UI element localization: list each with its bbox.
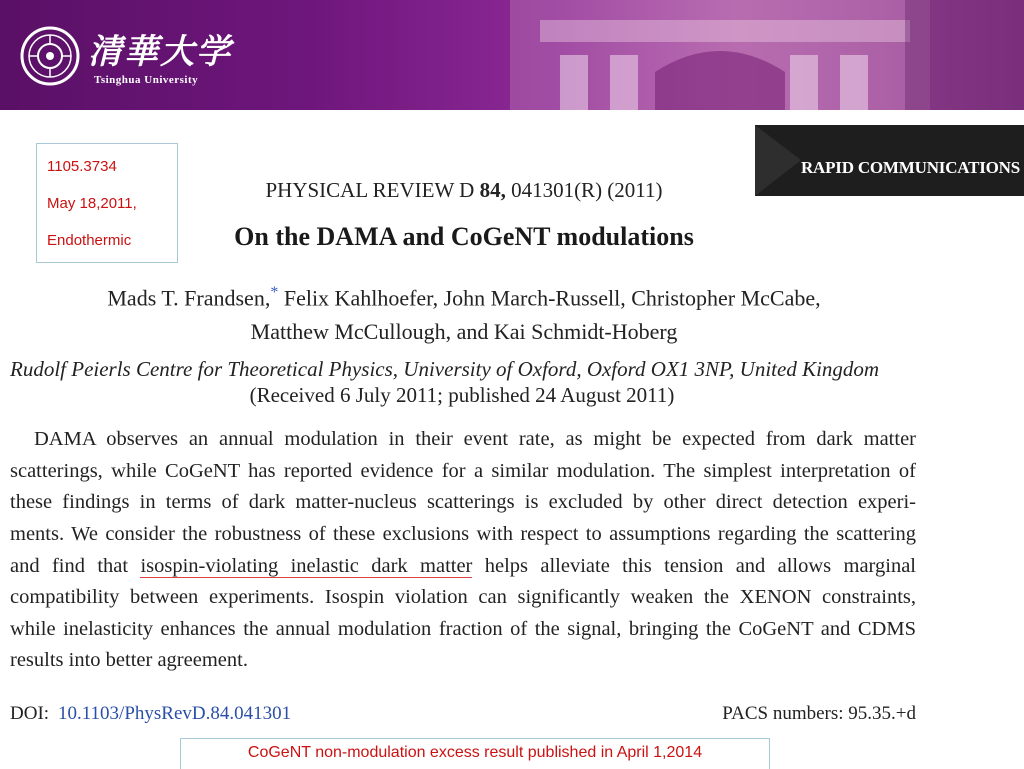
abstract-line: DAMA observes an annual modulation in their event rate, as might be expected from dark matter	[34, 428, 916, 450]
abstract-line: compatibility between experiments. Isospin violation can significantly weaken the XENON constraints,	[10, 586, 916, 608]
abstract-text: and find that	[10, 555, 129, 577]
received-dates: (Received 6 July 2011; published 24 August 2011)	[249, 383, 675, 407]
tsinghua-seal-logo	[20, 26, 80, 86]
journal-name: PHYSICAL REVIEW D	[265, 178, 475, 202]
paper-title: On the DAMA and CoGeNT modulations	[234, 222, 694, 251]
abstract-line	[10, 555, 916, 587]
journal-pages: 041301(R) (2011)	[511, 178, 663, 202]
logo-english-text: Tsinghua University	[94, 74, 199, 86]
doi-link[interactable]: 10.1103/PhysRevD.84.041301	[58, 703, 292, 724]
journal-volume: 84,	[479, 178, 506, 202]
pacs-numbers: PACS numbers: 95.35.+d	[722, 703, 916, 724]
footnote-box: CoGeNT non-modulation excess result published in April 1,2014	[180, 738, 770, 769]
rapid-communications-label: RAPID COMMUNICATIONS	[800, 158, 1020, 177]
logo-chinese-text: 清華大学	[88, 32, 232, 72]
author-first: Mads T. Frandsen,	[107, 285, 271, 311]
authors-rest: Felix Kahlhoefer, John March-Russell, Christopher McCabe,	[283, 285, 821, 311]
abstract-line: these findings in terms of dark matter-nucleus scatterings is excluded by other direct detection experi-	[10, 491, 916, 513]
authors-line-2: Matthew McCullough, and Kai Schmidt-Hoberg	[250, 319, 678, 344]
journal-citation	[0, 178, 928, 203]
abstract-text: helps alleviate this tension and allows marginal	[484, 555, 917, 577]
arxiv-date: May 18,2011,	[47, 195, 137, 212]
affiliation: Rudolf Peierls Centre for Theoretical Physics, University of Oxford, Oxford OX1 3NP, United Kingdom	[10, 357, 880, 381]
abstract-line: while inelasticity enhances the annual modulation fraction of the signal, bringing the CoGeNT and CDMS	[10, 618, 916, 640]
model-type: Endothermic	[47, 232, 132, 249]
authors-line-1	[0, 284, 928, 311]
header-banner	[0, 0, 1024, 110]
abstract-line: ments. We consider the robustness of these exclusions with respect to assumptions regarding the scattering	[10, 523, 916, 545]
arxiv-number: 1105.3734	[47, 158, 117, 175]
abstract-line: scatterings, while CoGeNT has reported evidence for a similar modulation. The simplest interpretation of	[10, 460, 916, 482]
abstract-line: results into better agreement.	[10, 649, 248, 671]
doi-label: DOI:	[10, 703, 50, 724]
corresponding-author-star[interactable]: *	[270, 284, 279, 301]
highlighted-phrase: isospin-violating inelastic dark matter	[140, 555, 473, 577]
